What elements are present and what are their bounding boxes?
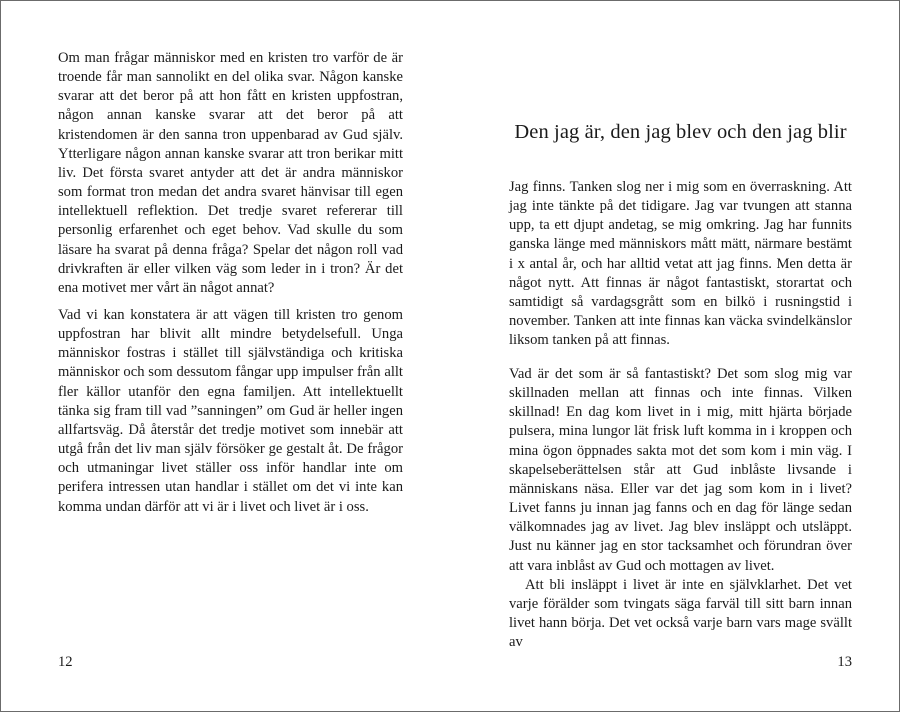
right-paragraph-1: Jag finns. Tanken slog ner i mig som en överraskning. Att jag inte tänkte på det tidigare. Jag var tvungen att stanna upp, ta ett djupt andetag, se mig omkring. Jag har funnits ganska länge med människors mått mätt, närmare bestämt i x antal år, och har alltid vetat att jag finns. Men detta är något nytt. Att finnas är något fantastiskt, storartat och samtidigt så vardagsgrått som en bilkö i rusningstid i november. Tanken att inte finnas kan väcka svindelkänslor liksom tanken på att finnas. [509,179,852,349]
left-page [1,1,450,711]
right-paragraph-2: Vad är det som är så fantastiskt? Det som slog mig var skillnaden mellan att finnas och inte finnas. Vilken skillnad! En dag kom livet in i mig, mitt hjärta började pulsera, mina lungor lät frisk luft komma in i kroppen och mina ögon öppnades sakta mot det som kom i min väg. I skapelseberättelsen står att Gud inblåste livsande i människans näsa. Eller var det jag som kom in i livet? Livet fanns ju innan jag fanns och en dag för länge sedan välkomnades jag av livet. Jag blev insläppt och utsläppt. Just nu känner jag en stor tacksamhet och förundran över att vara inblåst av Gud och mottagen av livet. [509,366,852,574]
right-paragraph-3: Att bli insläppt i livet är inte en självklarhet. Det vet varje förälder som tvingats säga farväl till sitt barn innan livet hann börja. Det vet också varje barn vars mage svällt av [509,576,852,651]
page-number-left: 12 [58,654,73,670]
page-number-right: 13 [837,654,852,670]
left-paragraph-2: Vad vi kan konstatera är att vägen till kristen tro genom uppfostran har blivit allt mindre betydelsefull. Unga människor fostras i stället till självständiga och kritiska människor och som dessutom fångar upp impulser från allt fler källor utanför den egna familjen. Att intellektuellt tänka sig fram till vad ”sanningen” om Gud är heller ingen allfartsväg. Då återstår det tredje motivet som innebär att utgå från det liv man själv försöker ge gestalt åt. De frågor och utmaningar livet ställer oss inför handlar inte om perifera intressen utan handlar i stället om det vi inte kan komma undan därför att vi är i livet och livet är i oss. [58,307,403,515]
right-page [450,1,899,711]
right-paragraph-group [509,365,852,652]
chapter-heading: Den jag är, den jag blev och den jag blir [514,121,847,143]
left-paragraph-1: Om man frågar människor med en kristen tro varför de är troende får man sannolikt en del olika svar. Någon kanske svarar att det beror på att hon fått en kristen uppfostran, någon annan kanske svarar att det beror på att kristendomen är den sanna tron uppenbarad av Gud själv. Ytterligare någon annan kanske svarar att tron berikar mitt liv. Det första svaret antyder att det är andra människor som format tron medan det andra svaret hänvisar till egen intellektuell reflektion. Det tredje svaret refererar till personlig erfarenhet och eget behov. Vad skulle du som läsare ha svarat på denna fråga? Spelar det någon roll vad drivkraften är eller vilken väg som leder in i tron? Är det ena motivet mer vårt än något annat? [58,50,403,296]
